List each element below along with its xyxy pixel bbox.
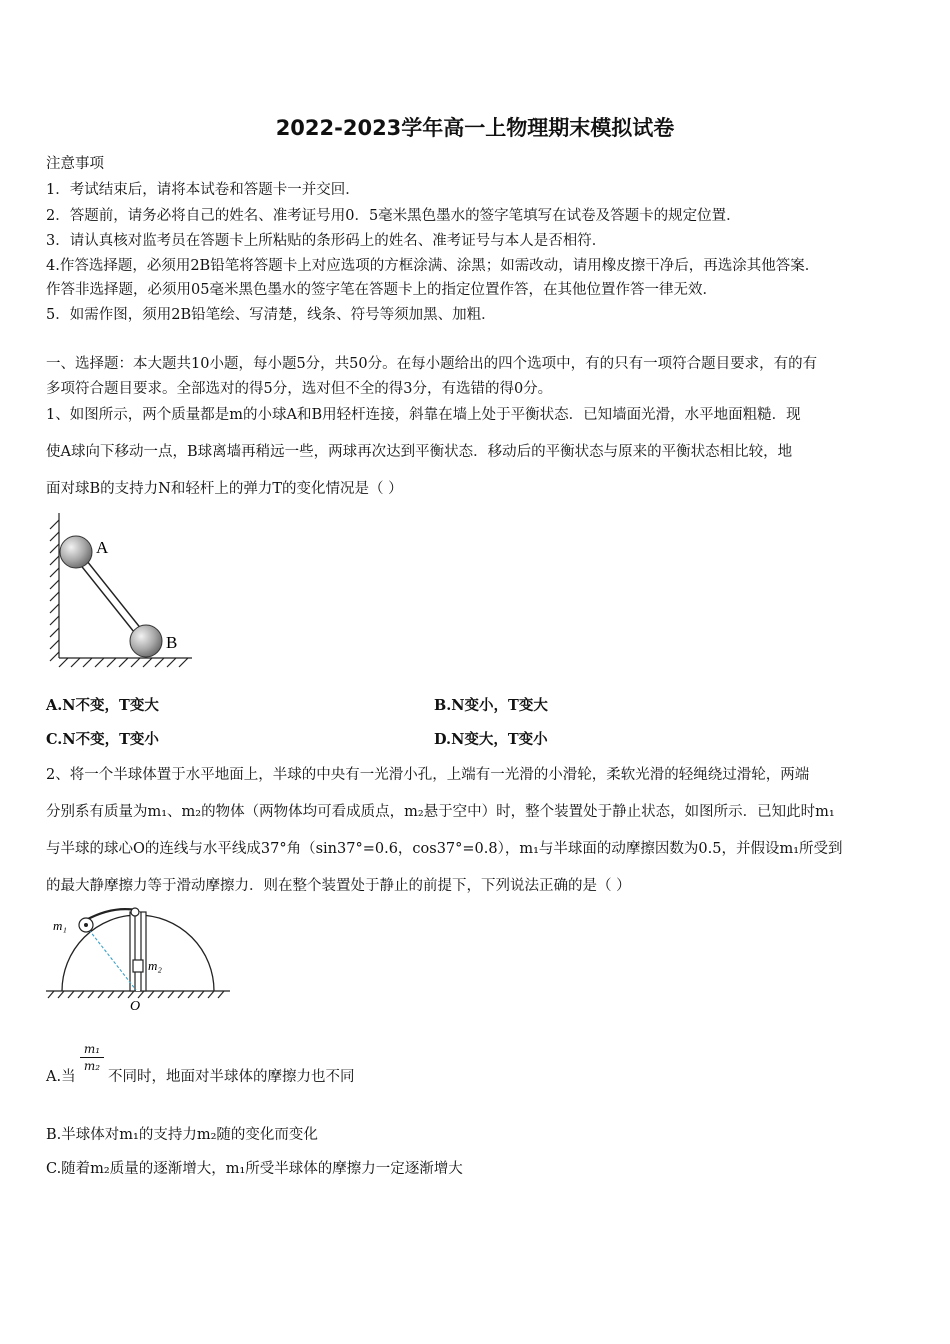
q2-figure (44, 900, 234, 1018)
q1-stem-line2: 使A球向下移动一点，B球离墙再稍远一些，两球再次达到平衡状态．移动后的平衡状态与原来的平衡状态相比较，地 (46, 444, 793, 460)
notice-item-4-cont: 作答非选择题，必须用05毫米黑色墨水的签字笔在答题卡上的指定位置作答，在其他位置作答一律无效． (46, 282, 717, 298)
notice-item-1: 1．考试结束后，请将本试卷和答题卡一并交回． (46, 182, 360, 198)
q2-frac-numerator: m₁ (83, 1042, 101, 1056)
q2-option-c[interactable]: C.随着m₂质量的逐渐增大，m₁所受半球体的摩擦力一定逐渐增大 (46, 1161, 463, 1177)
q2-pulley (131, 908, 139, 916)
q2-rope-top (86, 909, 136, 920)
q2-label-m1: m₁ (53, 918, 67, 933)
q1-option-c[interactable]: C.N不变，T变小 (46, 731, 159, 748)
q1-ball-a (60, 536, 92, 568)
q1-label-b: B (166, 633, 178, 652)
q2-frac-bar (80, 1057, 104, 1058)
section-instructions-line1: 一、选择题：本大题共10小题，每小题5分，共50分。在每小题给出的四个选项中，有的只有一项符合题目要求，有的有 (46, 356, 818, 372)
q2-mass-m2 (133, 960, 143, 972)
q1-ball-b (130, 625, 162, 657)
q1-option-d[interactable]: D.N变大，T变小 (434, 731, 548, 748)
q2-stem-line3: 与半球的球心O的连线与水平线成37°角（sin37°=0.6，cos37°=0.8），m₁与半球面的动摩擦因数为0.5，并假设m₁所受到 (46, 841, 843, 857)
q2-option-a-text[interactable]: 不同时，地面对半球体的摩擦力也不同 (108, 1069, 355, 1085)
q2-label-o: O (130, 999, 141, 1014)
q1-option-a[interactable]: A.N不变，T变大 (46, 697, 159, 714)
q1-stem-line1: 1、如图所示，两个质量都是m的小球A和B用轻杆连接，斜靠在墙上处于平衡状态．已知墙面光滑，水平地面粗糙．现 (46, 407, 801, 423)
q2-stem-line2: 分别系有质量为m₁、m₂的物体（两物体均可看成质点，m₂悬于空中）时，整个装置处于静止状态，如图所示．已知此时m₁ (46, 804, 835, 820)
q2-ground (46, 991, 230, 998)
q2-hole (130, 912, 146, 991)
notice-heading: 注意事项 (46, 156, 104, 172)
q2-stem-line1: 2、将一个半球体置于水平地面上，半球的中央有一光滑小孔，上端有一光滑的小滑轮，柔软光滑的轻绳绕过滑轮，两端 (46, 767, 810, 783)
q2-option-a-prefix[interactable]: A.当 (46, 1069, 76, 1085)
q1-stem-line3: 面对球B的支持力N和轻杆上的弹力T的变化情况是（ ） (46, 481, 403, 497)
q2-option-a-fraction (80, 1042, 104, 1073)
q1-figure (44, 508, 194, 670)
q2-dashed-radius (86, 926, 136, 990)
notice-item-5: 5．如需作图，须用2B铅笔绘、写清楚，线条、符号等须加黑、加粗． (46, 307, 496, 323)
notice-item-3: 3．请认真核对监考员在答题卡上所粘贴的条形码上的姓名、准考证号与本人是否相符． (46, 233, 607, 249)
q2-frac-denominator: m₂ (83, 1059, 101, 1073)
q1-option-b[interactable]: B.N变小，T变大 (434, 697, 548, 714)
q2-option-b[interactable]: B.半球体对m₁的支持力m₂随的变化而变化 (46, 1127, 318, 1143)
page-title: 2022-2023学年高一上物理期末模拟试卷 (275, 116, 675, 140)
q2-stem-line4: 的最大静摩擦力等于滑动摩擦力．则在整个装置处于静止的前提下，下列说法正确的是（ ） (46, 878, 631, 894)
q2-label-m2: m₂ (148, 958, 162, 973)
notice-item-2: 2．答题前，请务必将自己的姓名、准考证号用0．5毫米黑色墨水的签字笔填写在试卷及答题卡的规定位置． (46, 208, 741, 224)
section-instructions-line2: 多项符合题目要求。全部选对的得5分，选对但不全的得3分，有选错的得0分。 (46, 381, 553, 397)
notice-item-4: 4.作答选择题，必须用2B铅笔将答题卡上对应选项的方框涂满、涂黑；如需改动，请用橡皮擦干净后，再选涂其他答案． (46, 258, 820, 274)
q1-label-a: A (96, 538, 109, 557)
q2-mass-m1-dot (84, 923, 88, 927)
